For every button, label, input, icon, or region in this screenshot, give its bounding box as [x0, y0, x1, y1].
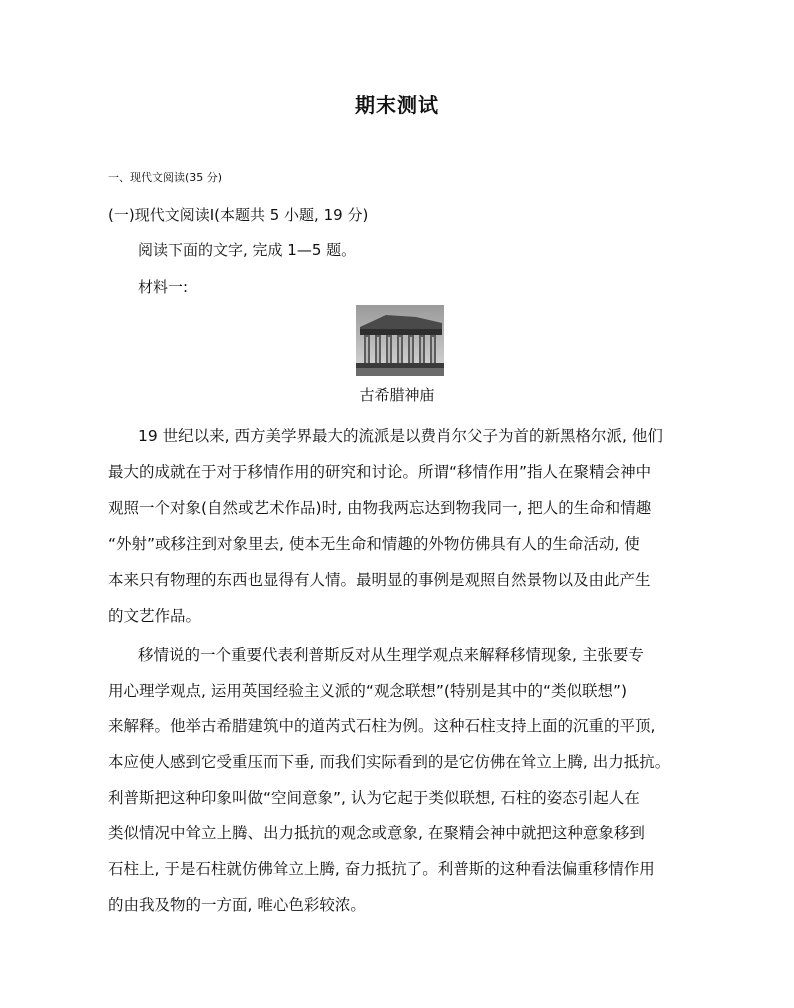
paragraph-2-line-4: 本应使人感到它受重压而下垂, 而我们实际看到的是它仿佛在耸立上腾, 出力抵抗。: [108, 753, 671, 771]
paragraph-2-line-2: 用心理学观点, 运用英国经验主义派的“观念联想”(特别是其中的“类似联想”): [108, 682, 628, 700]
paragraph-1-line-2: 最大的成就在于对于移情作用的研究和讨论。所谓“移情作用”指人在聚精会神中: [108, 463, 652, 481]
paragraph-2-line-7: 石柱上, 于是石柱就仿佛耸立上腾, 奋力抵抗了。利普斯的这种看法偏重移情作用: [108, 860, 655, 878]
paragraph-1-line-4: “外射”或移注到对象里去, 使本无生命和情趣的外物仿佛具有人的生命活动, 使: [108, 535, 640, 553]
paragraph-1-line-3: 观照一个对象(自然或艺术作品)时, 由物我两忘达到物我同一, 把人的生命和情趣: [108, 499, 652, 517]
paragraph-2-line-6: 类似情况中耸立上腾、出力抵抗的观念或意象, 在聚精会神中就把这种意象移到: [108, 824, 645, 842]
reading-instructions: 阅读下面的文字, 完成 1—5 题。: [138, 241, 357, 259]
paragraph-2-line-1: 移情说的一个重要代表利普斯反对从生理学观点来解释移情现象, 主张要专: [138, 646, 644, 664]
section-heading: 一、现代文阅读(35 分): [108, 171, 223, 184]
paragraph-2-line-8: 的由我及物的一方面, 唯心色彩较浓。: [108, 896, 366, 914]
paragraph-1-line-6: 的文艺作品。: [108, 607, 202, 625]
page-title: 期末测试: [355, 93, 439, 117]
paragraph-2-line-5: 利普斯把这种印象叫做“空间意象”, 认为它起于类似联想, 石柱的姿态引起人在: [108, 789, 640, 807]
subsection-heading: (一)现代文阅读Ⅰ(本题共 5 小题, 19 分): [108, 206, 369, 224]
material-label: 材料一:: [138, 278, 189, 296]
paragraph-1-line-1: 19 世纪以来, 西方美学界最大的流派是以费肖尔父子为首的新黑格尔派, 他们: [138, 427, 663, 445]
paragraph-2-line-3: 来解释。他举古希腊建筑中的道芮式石柱为例。这种石柱支持上面的沉重的平顶,: [108, 717, 656, 735]
figure-caption: 古希腊神庙: [359, 386, 435, 404]
parthenon-photo: [356, 305, 444, 376]
paragraph-1-line-5: 本来只有物理的东西也显得有人情。最明显的事例是观照自然景物以及由此产生: [108, 571, 651, 589]
